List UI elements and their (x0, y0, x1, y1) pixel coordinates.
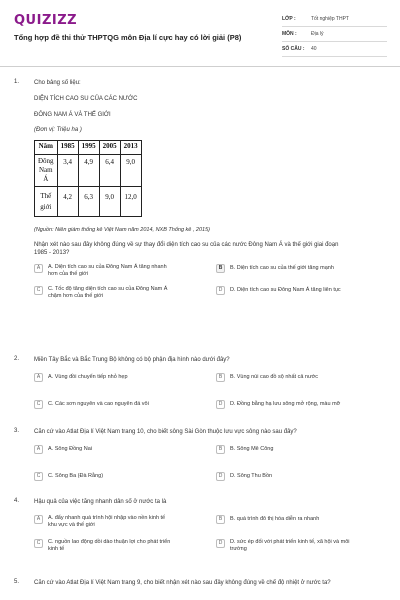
row-label-line: Á (43, 175, 49, 183)
table-title: ĐÔNG NAM Á VÀ THẾ GIỚI (34, 112, 111, 118)
option-text: B. quá trình đô thị hóa diễn ra nhanh (230, 516, 320, 522)
option-a[interactable] (34, 515, 204, 531)
worksheet-meta (282, 12, 387, 57)
meta-value: 40 (311, 46, 317, 52)
question-number: 3. (14, 428, 20, 434)
table-title: DIỆN TÍCH CAO SU CỦA CÁC NƯỚC (34, 96, 138, 102)
option-letter: A (34, 445, 43, 454)
option-c[interactable] (34, 472, 204, 488)
meta-value: Tốt nghiệp THPT (311, 16, 349, 22)
question-number: 1. (14, 79, 20, 85)
table-row-label (35, 155, 58, 187)
table-cell: 6,4 (99, 155, 120, 187)
option-line: D. sức ép đối với phát triển kinh tế, xã hội và môi (230, 539, 350, 545)
meta-row-class (282, 12, 387, 27)
option-c[interactable] (34, 400, 204, 416)
option-a[interactable] (34, 373, 204, 389)
option-text: B. Vùng núi cao đồ sộ nhất cả nước (230, 374, 319, 380)
table-cell: 4,2 (57, 187, 78, 217)
option-letter: C (34, 400, 43, 409)
option-c[interactable] (34, 539, 204, 555)
option-text: A. Sông Đồng Nai (48, 446, 93, 452)
option-c[interactable] (34, 286, 204, 302)
option-text: A. Vùng đồi chuyển tiếp nhỏ hẹp (48, 374, 128, 380)
table-source: (Nguồn: Niên giám thống kê Việt Nam năm 2014, NXB Thống kê , 2015) (34, 227, 210, 233)
question-prompt: Miền Tây Bắc và Bắc Trung Bộ không có bộ phận địa hình nào dưới đây? (34, 357, 230, 363)
question-number: 4. (14, 498, 20, 504)
table-cell: 6,3 (78, 187, 99, 217)
answer-options (34, 264, 386, 302)
option-text (43, 515, 165, 529)
option-letter: D (216, 286, 225, 295)
question-prompt: Căn cứ vào Atlat Địa lí Việt Nam trang 9, cho biết nhận xét nào sau đây không đúng về chế độ nhiệt ở nước ta? (34, 580, 331, 586)
table-header-cell: 2013 (120, 141, 141, 155)
option-letter: B (216, 264, 225, 273)
table-header-cell: 1995 (78, 141, 99, 155)
option-letter: D (216, 539, 225, 548)
option-text (225, 539, 349, 553)
answer-options (34, 373, 386, 416)
option-d[interactable] (216, 539, 386, 555)
quizizz-logo: QUIZIZZ (14, 13, 78, 28)
meta-row-subject (282, 27, 387, 42)
question-prompt: Hậu quả của việc tăng nhanh dân số ở nước ta là (34, 499, 167, 505)
table-cell: 12,0 (120, 187, 141, 217)
meta-key: MÔN : (282, 31, 297, 37)
option-b[interactable] (216, 373, 386, 389)
option-line: C. nguồn lao động dồi dào thuận lợi cho phát triển (48, 539, 171, 545)
table-header-cell: 1985 (57, 141, 78, 155)
row-label-line: Đông (38, 157, 54, 165)
table-header-cell: Năm (35, 141, 58, 155)
option-b[interactable] (216, 264, 386, 280)
row-label-line: Thế (40, 192, 52, 200)
table-cell: 4,9 (78, 155, 99, 187)
table-unit: (Đơn vị: Triệu ha ) (34, 127, 82, 133)
option-line: kinh tế (48, 546, 65, 552)
question-number: 2. (14, 356, 20, 362)
option-text: D. Diện tích cao su Đông Nam Á tăng liên tục (230, 287, 341, 293)
option-text (43, 286, 167, 300)
header-divider (0, 66, 400, 67)
option-text: B. Diện tích cao su của thế giới tăng mạnh (230, 265, 334, 271)
option-letter: C (34, 286, 43, 295)
table-row (35, 187, 142, 217)
option-a[interactable] (34, 264, 204, 280)
option-letter: A (34, 515, 43, 524)
meta-key: LỚP : (282, 16, 296, 22)
option-line: khu vực và thế giới (48, 522, 95, 528)
option-letter: A (34, 373, 43, 382)
option-line: A. đẩy nhanh quá trình hội nhập vào nền kinh tế (48, 515, 166, 521)
question-intro: Cho bảng số liệu: (34, 80, 81, 86)
option-letter: C (34, 539, 43, 548)
question-prompt: 1985 - 2013? (34, 250, 70, 256)
option-d[interactable] (216, 400, 386, 416)
table-cell: 3,4 (57, 155, 78, 187)
option-line: C. Tốc độ tăng diện tích cao su của Đông Nam Á (48, 286, 168, 292)
option-letter: D (216, 472, 225, 481)
meta-row-count (282, 42, 387, 57)
option-b[interactable] (216, 445, 386, 461)
option-letter: B (216, 515, 225, 524)
answer-options (34, 445, 386, 488)
option-text: B. Sông Mê Công (230, 446, 274, 452)
question-number: 5. (14, 579, 20, 585)
option-letter: D (216, 400, 225, 409)
option-letter: B (216, 373, 225, 382)
table-row (35, 155, 142, 187)
option-text (43, 264, 167, 278)
question-prompt: Căn cứ vào Atlat Địa lí Việt Nam trang 10, cho biết sông Sài Gòn thuộc lưu vực sông nào sau đây? (34, 429, 297, 435)
row-label-line: Nam (38, 166, 53, 174)
option-line: hơn của thế giới (48, 271, 88, 277)
table-header-row (35, 141, 142, 155)
table-header-cell: 2005 (99, 141, 120, 155)
data-table (34, 140, 142, 217)
option-letter: A (34, 264, 43, 273)
option-line: chậm hơn của thế giới (48, 293, 103, 299)
table-cell: 9,0 (99, 187, 120, 217)
table-row-label (35, 187, 58, 217)
row-label-line: giới (40, 203, 52, 211)
answer-options (34, 515, 386, 555)
option-text (43, 539, 170, 553)
meta-value: Địa lý (311, 31, 324, 37)
option-b[interactable] (216, 515, 386, 531)
option-letter: C (34, 472, 43, 481)
option-text: D. Đồng bằng hạ lưu sông mở rộng, màu mỡ (230, 401, 341, 407)
option-d[interactable] (216, 286, 386, 302)
option-line: trường (230, 546, 247, 552)
option-letter: B (216, 445, 225, 454)
meta-key: SỐ CÂU : (282, 46, 305, 52)
option-text: C. Sông Ba (Đà Rằng) (48, 473, 104, 479)
table-cell: 9,0 (120, 155, 141, 187)
page-title: Tổng hợp đề thi thử THPTQG môn Địa lí cực hay có lời giải (P8) (14, 33, 242, 42)
option-line: A. Diện tích cao su của Đông Nam Á tăng nhanh (48, 264, 167, 270)
option-text: D. Sông Thu Bồn (230, 473, 273, 479)
option-d[interactable] (216, 472, 386, 488)
option-a[interactable] (34, 445, 204, 461)
option-text: C. Các sơn nguyên và cao nguyên đá vôi (48, 401, 149, 407)
question-prompt: Nhận xét nào sau đây không đúng về sự thay đổi diện tích cao su của các nước Đông Nam Á và thế giới giai đoạn (34, 242, 339, 248)
